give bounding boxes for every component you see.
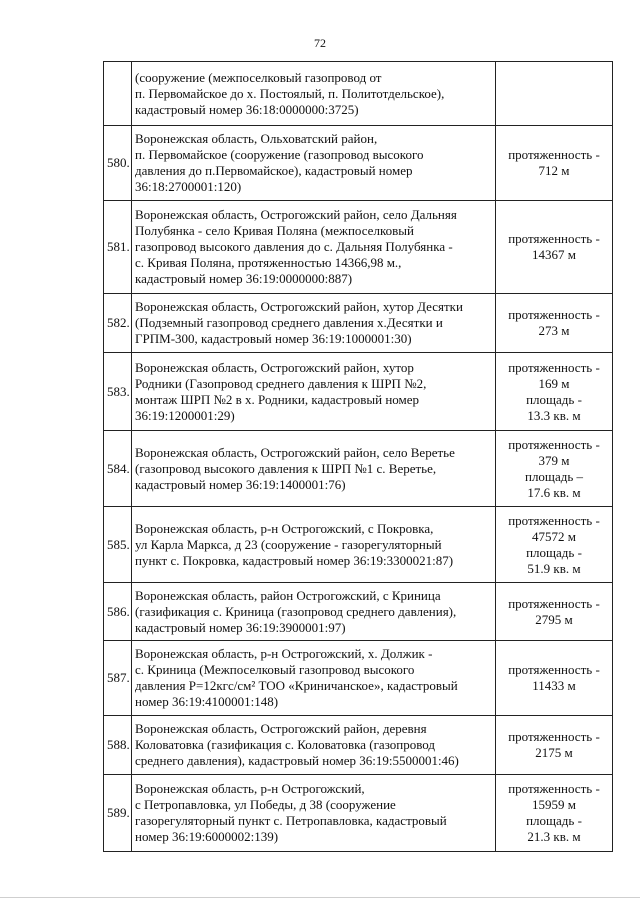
table-row — [104, 583, 613, 641]
page-bottom-divider — [0, 897, 640, 898]
measurement-line: 169 м — [538, 375, 570, 391]
description-line: монтаж ШРП №2 в х. Родники, кадастровый номер — [135, 391, 420, 407]
description-line: Воронежская область, р-н Острогожский, — [135, 781, 365, 796]
description-line: номер 36:19:6000002:139) — [135, 829, 279, 844]
description-line: кадастровый номер 36:18:0000000:3725) — [135, 101, 359, 117]
row-number: 589. — [104, 775, 132, 852]
measurement-line: 13.3 кв. м — [527, 407, 581, 423]
description-line: 36:18:2700001:120) — [135, 179, 242, 194]
object-measurements — [496, 507, 613, 583]
description-line: Воронежская область, Острогожский район, деревня — [135, 721, 427, 736]
measurement-line: 17.6 кв. м — [527, 484, 581, 500]
table-row — [104, 353, 613, 431]
row-number: 585. — [104, 507, 132, 583]
measurement-line: 712 м — [538, 163, 570, 178]
description-line: Полубянка - село Кривая Поляна (межпоселковый — [135, 223, 414, 238]
measurement-line: протяженность - — [508, 307, 600, 322]
row-number: 580. — [104, 126, 132, 201]
table-row — [104, 126, 613, 201]
row-number: 586. — [104, 583, 132, 641]
description-line: Родники (Газопровод среднего давления к ШРП №2, — [135, 375, 427, 391]
measurement-line: 2795 м — [535, 611, 573, 627]
measurement-line: 11433 м — [532, 678, 576, 693]
object-measurements — [496, 641, 613, 716]
table-row — [104, 716, 613, 775]
registry-table-body — [104, 62, 613, 852]
description-line: кадастровый номер 36:19:3900001:97) — [135, 619, 346, 635]
page-number: 72 — [314, 36, 326, 50]
row-number: 583. — [104, 353, 132, 431]
object-measurements — [496, 431, 613, 507]
description-line: ГРПМ-300, кадастровый номер 36:19:1000001:30) — [135, 331, 412, 346]
measurement-line: протяженность - — [508, 595, 600, 611]
description-line: газопровод высокого давления до с. Дальняя Полубянка - — [135, 239, 453, 254]
measurement-line: 51.9 кв. м — [527, 560, 581, 576]
object-measurements — [496, 716, 613, 775]
measurement-line: протяженность - — [508, 662, 600, 677]
description-line: Воронежская область, Острогожский район, село Веретье — [135, 444, 455, 460]
table-row — [104, 641, 613, 716]
description-line: с. Кривая Поляна, протяженностью 14366,98 м., — [135, 255, 402, 270]
row-number: 587. — [104, 641, 132, 716]
object-description — [132, 775, 496, 852]
table-row — [104, 62, 613, 126]
measurement-line: площадь - — [526, 391, 582, 407]
description-line: пункт с. Покровка, кадастровый номер 36:19:3300021:87) — [135, 552, 454, 568]
description-line: Воронежская область, Ольховатский район, — [135, 131, 378, 146]
object-description — [132, 583, 496, 641]
measurement-line: 14367 м — [532, 247, 576, 262]
object-description — [132, 353, 496, 431]
description-line: Воронежская область, Острогожский район, село Дальняя — [135, 207, 457, 222]
description-line: Воронежская область, Острогожский район, хутор — [135, 359, 414, 375]
measurement-line: протяженность - — [508, 147, 600, 162]
object-description — [132, 716, 496, 775]
description-line: Коловатовка (газификация с. Коловатовка (газопровод — [135, 737, 435, 752]
description-line: (сооружение (межпоселковый газопровод от — [135, 69, 382, 85]
description-line: номер 36:19:4100001:148) — [135, 694, 279, 709]
table-row — [104, 294, 613, 353]
row-number: 588. — [104, 716, 132, 775]
description-line: кадастровый номер 36:19:0000000:887) — [135, 271, 353, 286]
object-description — [132, 431, 496, 507]
description-line: с Петропавловка, ул Победы, д 38 (сооружение — [135, 797, 396, 812]
object-measurements — [496, 294, 613, 353]
description-line: (газопровод высокого давления к ШРП №1 с. Веретье, — [135, 460, 437, 476]
row-number: 581. — [104, 201, 132, 294]
measurement-line: протяженность - — [508, 729, 600, 744]
description-line: Воронежская область, р-н Острогожский, х. Должик - — [135, 646, 433, 661]
measurement-line: протяженность - — [508, 781, 600, 796]
description-line: кадастровый номер 36:19:1400001:76) — [135, 476, 346, 492]
measurement-line: 273 м — [538, 323, 570, 338]
table-row — [104, 431, 613, 507]
measurement-line: 21.3 кв. м — [527, 829, 581, 844]
description-line: давления Р=12кгс/см² ТОО «Криничанское», кадастровый — [135, 678, 458, 693]
measurement-line: 379 м — [538, 452, 570, 468]
description-line: Воронежская область, р-н Острогожский, с Покровка, — [135, 520, 434, 536]
object-description — [132, 126, 496, 201]
description-line: давления до п.Первомайское), кадастровый номер — [135, 163, 413, 178]
description-line: газорегуляторный пункт с. Петропавловка, кадастровый — [135, 813, 447, 828]
object-measurements — [496, 126, 613, 201]
object-measurements — [496, 583, 613, 641]
table-row — [104, 507, 613, 583]
table-row — [104, 775, 613, 852]
row-number: 582. — [104, 294, 132, 353]
description-line: п. Первомайское (сооружение (газопровод высокого — [135, 147, 424, 162]
description-line: (газификация с. Криница (газопровод среднего давления), — [135, 603, 457, 619]
object-description — [132, 507, 496, 583]
measurement-line: площадь - — [526, 813, 582, 828]
object-description — [132, 641, 496, 716]
description-line: с. Криница (Межпоселковый газопровод высокого — [135, 662, 415, 677]
measurement-line: площадь – — [524, 468, 584, 484]
object-measurements — [496, 775, 613, 852]
object-description — [132, 62, 496, 126]
measurement-line: площадь - — [526, 544, 582, 560]
description-line: ул Карла Маркса, д 23 (сооружение - газорегуляторный — [135, 536, 442, 552]
registry-table — [103, 61, 613, 852]
object-measurements — [496, 62, 613, 126]
object-description — [132, 294, 496, 353]
description-line: Воронежская область, Острогожский район, хутор Десятки — [135, 299, 463, 314]
object-measurements — [496, 353, 613, 431]
measurement-line: 47572 м — [532, 528, 576, 544]
description-line: среднего давления), кадастровый номер 36:19:5500001:46) — [135, 753, 459, 768]
measurement-line: протяженность - — [508, 231, 600, 246]
object-measurements — [496, 201, 613, 294]
description-line: 36:19:1200001:29) — [135, 407, 235, 423]
row-number: 584. — [104, 431, 132, 507]
measurement-line: протяженность - — [508, 436, 600, 452]
object-description — [132, 201, 496, 294]
measurement-line: 15959 м — [532, 797, 576, 812]
row-number — [104, 62, 132, 126]
measurement-line: протяженность - — [508, 512, 600, 528]
measurement-line: 2175 м — [535, 745, 573, 760]
description-line: п. Первомайское до х. Постоялый, п. Политотдельское), — [135, 85, 445, 101]
description-line: (Подземный газопровод среднего давления х.Десятки и — [135, 315, 443, 330]
description-line: Воронежская область, район Острогожский, с Криница — [135, 587, 441, 603]
table-row — [104, 201, 613, 294]
measurement-line: протяженность - — [508, 359, 600, 375]
